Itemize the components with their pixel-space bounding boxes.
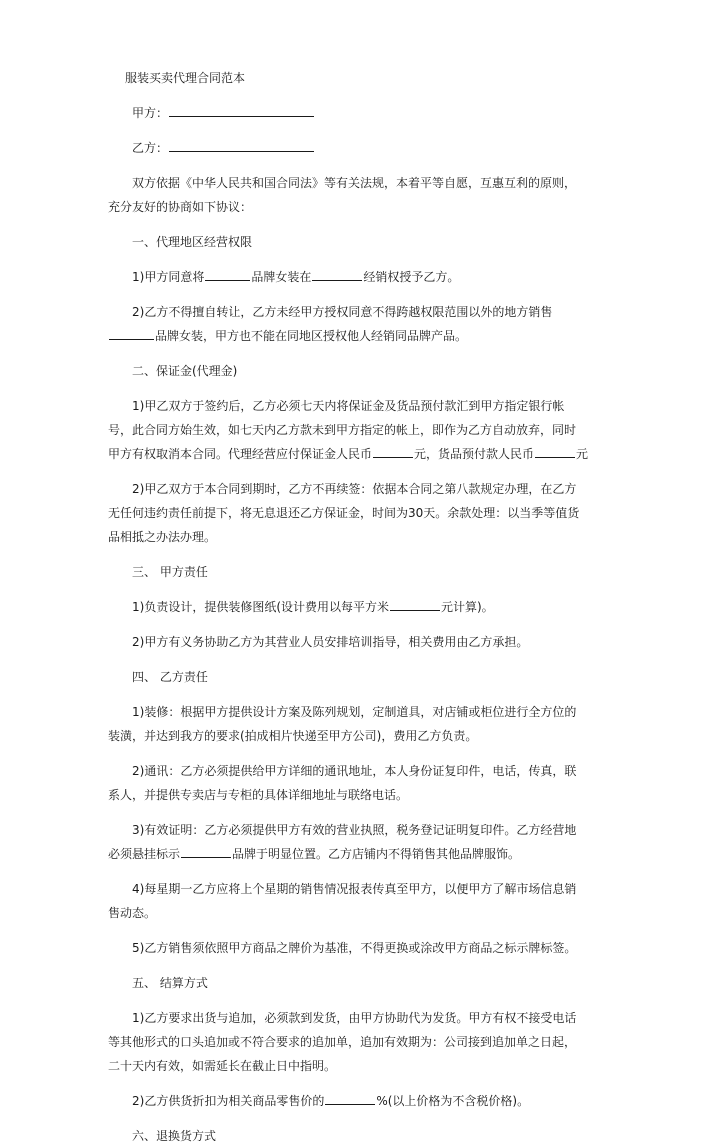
clause-line: 等其他形式的口头追加或不符合要求的追加单，追加有效期为：公司接到追加单之日起， bbox=[108, 1035, 577, 1049]
clause-line: 二十天内有效，如需延长在截止日中指明。 bbox=[108, 1059, 337, 1073]
clause-line bbox=[108, 324, 628, 348]
section-heading: 一、代理地区经营权限 bbox=[132, 235, 253, 249]
clause-line: 2)乙方不得擅自转让，乙方未经甲方授权同意不得跨越权限范围以外的地方销售 bbox=[132, 305, 553, 319]
clause-text: 必须悬挂标示 bbox=[108, 847, 181, 861]
intro-line: 充分友好的协商如下协议： bbox=[108, 200, 253, 214]
contract-page bbox=[108, 66, 628, 1148]
intro-line: 双方依据《中华人民共和国合同法》等有关法规，本着平等自愿，互惠互利的原则， bbox=[132, 176, 577, 190]
party-b-line bbox=[108, 136, 628, 160]
brand-blank bbox=[109, 329, 154, 340]
section-heading: 二、保证金(代理金) bbox=[132, 364, 238, 378]
clause-line bbox=[108, 595, 628, 619]
clause-line: 无任何违约责任前提下，将无息退还乙方保证金，时间为30天。余款处理：以当季等值货 bbox=[108, 506, 580, 520]
clause-line bbox=[108, 442, 628, 466]
clause-text: 品牌女装，甲方也不能在同地区授权他人经销同品牌产品。 bbox=[155, 329, 468, 343]
clause-text: 经销权授予乙方。 bbox=[363, 270, 460, 284]
clause-line: 装潢，并达到我方的要求(拍成相片快递至甲方公司)，费用乙方负责。 bbox=[108, 729, 478, 743]
clause-text: %(以上价格为不含税价格)。 bbox=[376, 1094, 530, 1108]
section-heading: 三、 甲方责任 bbox=[132, 565, 208, 579]
clause-line: 1)装修：根据甲方提供设计方案及陈列规划，定制道具，对店铺或柜位进行全方位的 bbox=[132, 705, 577, 719]
clause-line: 系人，并提供专卖店与专柜的具体详细地址与联络电话。 bbox=[108, 788, 409, 802]
party-a-label: 甲方： bbox=[132, 106, 169, 120]
clause-line: 5)乙方销售须依照甲方商品之牌价为基准，不得更换或涂改甲方商品之标示牌标签。 bbox=[132, 941, 577, 955]
prepayment-blank bbox=[535, 447, 575, 458]
clause-text: 1)甲方同意将 bbox=[132, 270, 205, 284]
clause-text: 品牌于明显位置。乙方店铺内不得销售其他品牌服饰。 bbox=[232, 847, 521, 861]
clause-line: 2)通讯：乙方必须提供给甲方详细的通讯地址，本人身份证复印件，电话，传真，联 bbox=[132, 764, 577, 778]
party-a-blank bbox=[169, 106, 314, 117]
clause-line bbox=[108, 1089, 628, 1113]
clause-text: 元 bbox=[576, 447, 589, 461]
document-title: 服装买卖代理合同范本 bbox=[125, 71, 246, 85]
clause-line: 2)甲方有义务协助乙方为其营业人员安排培训指导，相关费用由乙方承担。 bbox=[132, 635, 529, 649]
design-fee-blank bbox=[390, 600, 440, 611]
discount-blank bbox=[325, 1094, 375, 1105]
region-blank bbox=[312, 270, 362, 281]
section-heading: 五、 结算方式 bbox=[132, 976, 208, 990]
party-a-line bbox=[108, 101, 628, 125]
brand-blank bbox=[181, 847, 231, 858]
clause-line bbox=[108, 842, 628, 866]
clause-line: 品相抵之办法办理。 bbox=[108, 530, 217, 544]
clause-text: 品牌女装在 bbox=[251, 270, 312, 284]
deposit-blank bbox=[373, 447, 413, 458]
clause-line: 3)有效证明：乙方必须提供甲方有效的营业执照，税务登记证明复印件。乙方经营地 bbox=[132, 823, 577, 837]
clause-text: 元计算)。 bbox=[441, 600, 494, 614]
clause-line: 1)乙方要求出货与追加，必须款到发货，由甲方协助代为发货。甲方有权不接受电话 bbox=[132, 1011, 577, 1025]
section-heading: 四、 乙方责任 bbox=[132, 670, 208, 684]
brand-blank bbox=[205, 270, 250, 281]
clause-line: 售动态。 bbox=[108, 906, 157, 920]
clause-line: 号，此合同方始生效，如七天内乙方款未到甲方指定的帐上，即作为乙方自动放弃，同时 bbox=[108, 423, 577, 437]
clause-line: 2)甲乙双方于本合同到期时，乙方不再续签：依据本合同之第八款规定办理，在乙方 bbox=[132, 482, 577, 496]
party-b-label: 乙方： bbox=[132, 141, 169, 155]
section-heading: 六、退换货方式 bbox=[132, 1129, 217, 1143]
clause-text: 2)乙方供货折扣为相关商品零售价的 bbox=[132, 1094, 325, 1108]
clause-line: 4)每星期一乙方应将上个星期的销售情况报表传真至甲方，以便甲方了解市场信息销 bbox=[132, 882, 577, 896]
clause-line: 1)甲乙双方于签约后，乙方必须七天内将保证金及货品预付款汇到甲方指定银行帐 bbox=[132, 399, 565, 413]
clause-line bbox=[108, 265, 628, 289]
clause-text: 元，货品预付款人民币 bbox=[414, 447, 535, 461]
clause-text: 甲方有权取消本合同。代理经营应付保证金人民币 bbox=[108, 447, 373, 461]
clause-text: 1)负责设计，提供装修图纸(设计费用以每平方米 bbox=[132, 600, 389, 614]
party-b-blank bbox=[169, 141, 314, 152]
